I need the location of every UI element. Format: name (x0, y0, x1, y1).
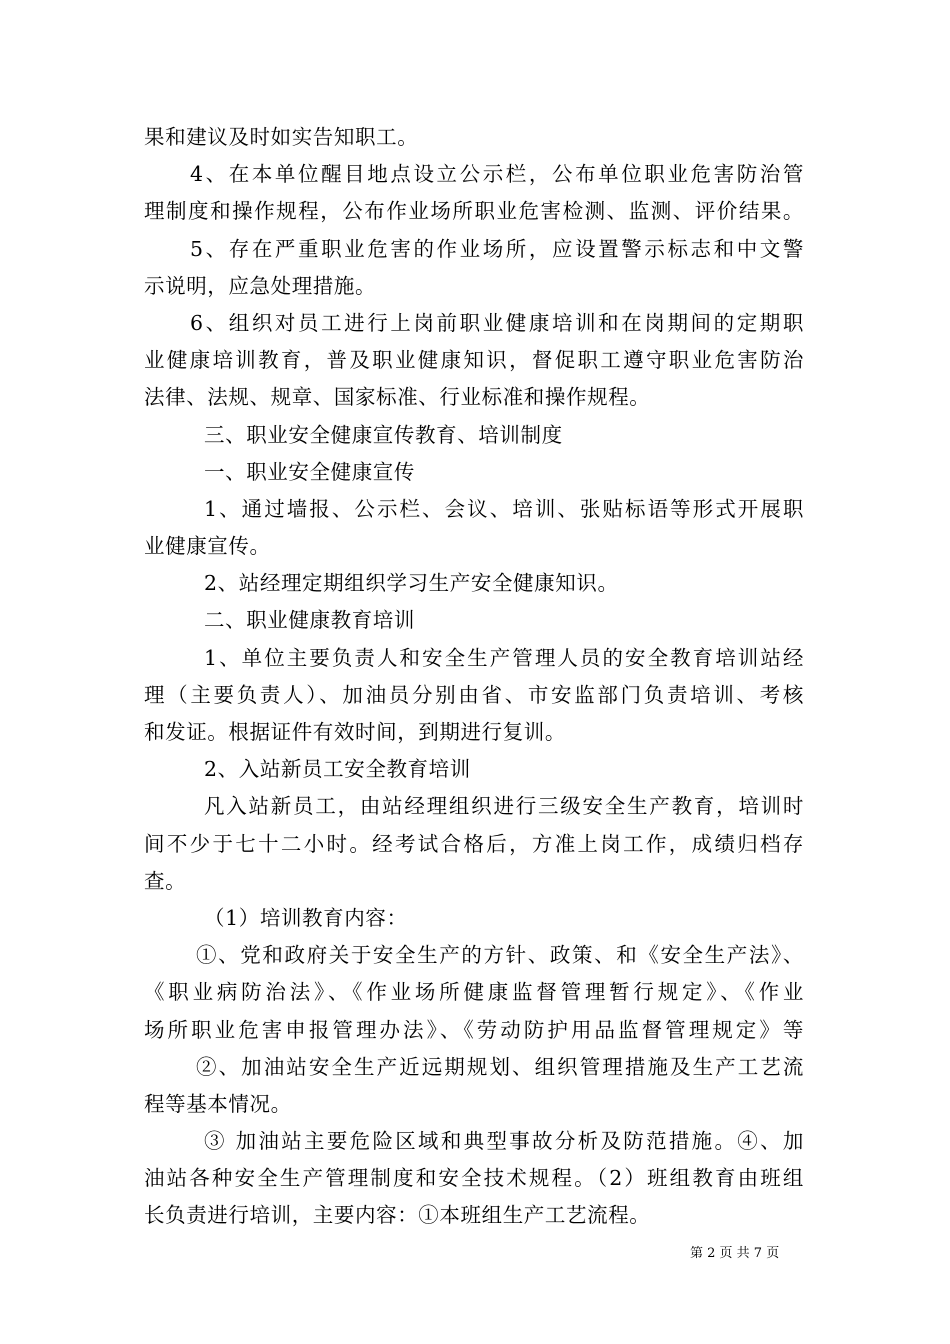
document-body (144, 119, 804, 1235)
text-line: 长负责进行培训，主要内容：①本班组生产工艺流程。 (144, 1203, 651, 1228)
text-line: 油站各种安全生产管理制度和安全技术规程。（2）班组教育由班组 (144, 1166, 804, 1191)
text-line: 查。 (144, 868, 187, 893)
text-line: ①、党和政府关于安全生产的方针、政策、和《安全生产法》、 (196, 943, 804, 968)
text-line: 理制度和操作规程，公布作业场所职业危害检测、监测、评价结果。 (144, 199, 804, 224)
section-heading: 2、入站新员工安全教育培训 (204, 757, 471, 782)
text-line: 业健康培训教育，普及职业健康知识，督促职工遵守职业危害防治 (144, 348, 804, 373)
page-number: 第 2 页 共 7 页 (690, 1246, 780, 1261)
text-line: 4、在本单位醒目地点设立公示栏，公布单位职业危害防治管 (190, 162, 804, 187)
text-line: 法律、法规、规章、国家标准、行业标准和操作规程。 (144, 385, 651, 410)
text-line: 间不少于七十二小时。经考试合格后，方准上岗工作，成绩归档存 (144, 831, 804, 856)
text-line: 5、存在严重职业危害的作业场所，应设置警示标志和中文警 (190, 236, 804, 261)
text-line: 场所职业危害申报管理办法》、《劳动防护用品监督管理规定》等 (144, 1017, 804, 1042)
text-line: 程等基本情况。 (144, 1091, 292, 1116)
section-heading: 一、职业安全健康宣传 (204, 459, 415, 484)
text-line: 理（主要负责人）、加油员分别由省、市安监部门负责培训、考核 (144, 682, 804, 707)
text-line: ③ 加油站主要危险区域和典型事故分析及防范措施。④、加 (204, 1129, 804, 1154)
text-line: 果和建议及时如实告知职工。 (144, 125, 419, 149)
section-heading: 三、职业安全健康宣传教育、培训制度 (204, 422, 563, 447)
text-line: 2、站经理定期组织学习生产安全健康知识。 (204, 571, 619, 596)
text-line: 1、单位主要负责人和安全生产管理人员的安全教育培训站经 (204, 645, 804, 670)
text-line: 凡入站新员工，由站经理组织进行三级安全生产教育，培训时 (204, 794, 804, 819)
text-line: 和发证。根据证件有效时间，到期进行复训。 (144, 720, 566, 744)
text-line: ②、加油站安全生产近远期规划、组织管理措施及生产工艺流 (196, 1054, 804, 1079)
text-line: 业健康宣传。 (144, 534, 271, 559)
text-line: 1、通过墙报、公示栏、会议、培训、张贴标语等形式开展职 (204, 496, 804, 521)
text-line: 《职业病防治法》、《作业场所健康监督管理暂行规定》、《作业 (144, 980, 804, 1005)
text-line: 6、组织对员工进行上岗前职业健康培训和在岗期间的定期职 (190, 310, 804, 335)
section-heading: （1）培训教育内容： (204, 905, 408, 930)
section-heading: 二、职业健康教育培训 (204, 608, 415, 633)
text-line: 示说明，应急处理措施。 (144, 273, 377, 298)
